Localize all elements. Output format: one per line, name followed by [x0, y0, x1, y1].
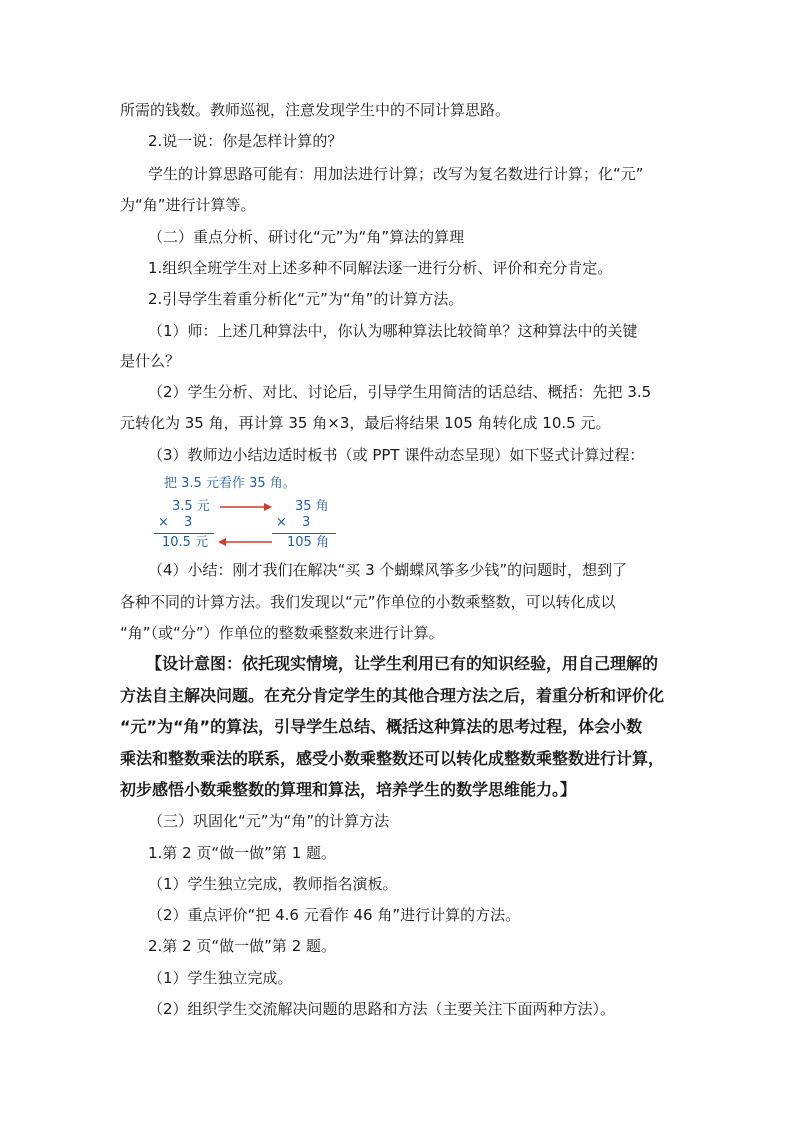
paragraph-line: （3）教师边小结边适时板书（或 PPT 课件动态呈现）如下竖式计算过程： [148, 446, 645, 464]
left-multiplicand: 3.5 元 [172, 499, 210, 514]
figure-caption: 把 3.5 元看作 35 角。 [164, 476, 296, 491]
left-result: 10.5 元 [162, 535, 209, 550]
paragraph-line: 为“角”进行计算等。 [120, 196, 256, 214]
paragraph-line: 所需的钱数。教师巡视，注意发现学生中的不同计算思路。 [120, 101, 511, 119]
paragraph-line: （2）重点评价“把 4.6 元看作 46 角”进行计算的方法。 [148, 906, 521, 924]
vertical-calculation-figure [154, 476, 340, 552]
design-intent-line: 初步感悟小数乘整数的算理和算法，培养学生的数学思维能力。】 [120, 780, 577, 799]
section-heading: （二）重点分析、研讨化“元”为“角”算法的算理 [148, 228, 465, 246]
conversion-arrows [154, 476, 340, 552]
right-times-sign: × [276, 515, 287, 530]
right-result: 105 角 [287, 535, 329, 550]
paragraph-line: （2）组织学生交流解决问题的思路和方法（主要关注下面两种方法）。 [148, 1000, 616, 1018]
design-intent-line: “元”为“角”的算法，引导学生总结、概括这种算法的思考过程，体会小数 [120, 717, 643, 736]
paragraph-line: 2.说一说：你是怎样计算的？ [148, 132, 343, 150]
paragraph-line: 是什么？ [120, 352, 181, 370]
paragraph-line: （1）师：上述几种算法中，你认为哪种算法比较简单？这种算法中的关键 [148, 322, 638, 340]
right-multiplier: 3 [302, 515, 311, 530]
design-intent-line: 方法自主解决问题。在充分肯定学生的其他合理方法之后，着重分析和评价化 [120, 686, 665, 705]
paragraph-line: 元转化为 35 角，再计算 35 角×3，最后将结果 105 角转化成 10.5 元。 [120, 414, 611, 432]
paragraph-line: 各种不同的计算方法。我们发现以“元”作单位的小数乘整数，可以转化成以 [120, 593, 616, 611]
left-multiplier: 3 [184, 515, 193, 530]
paragraph-line: （1）学生独立完成，教师指名演板。 [148, 875, 398, 893]
paragraph-line: “角”（或“分”）作单位的整数乘整数来进行计算。 [120, 624, 444, 642]
paragraph-line: 2.第 2 页“做一做”第 2 题。 [148, 937, 337, 955]
paragraph-line: 2.引导学生着重分析化“元”为“角”的计算方法。 [148, 290, 464, 308]
paragraph-line: 学生的计算思路可能有：用加法进行计算；改写为复名数进行计算；化“元” [148, 165, 644, 183]
design-intent-line: 乘法和整数乘法的联系，感受小数乘整数还可以转化成整数乘整数进行计算， [120, 749, 665, 768]
left-times-sign: × [158, 515, 169, 530]
paragraph-line: （2）学生分析、对比、讨论后，引导学生用简洁的话总结、概括：先把 3.5 [148, 383, 652, 401]
paragraph-line: 1.第 2 页“做一做”第 1 题。 [148, 844, 337, 862]
section-heading: （三）巩固化“元”为“角”的计算方法 [148, 812, 390, 830]
paragraph-line: （1）学生独立完成。 [148, 969, 293, 987]
paragraph-line: （4）小结：刚才我们在解决“买 3 个蝴蝶风筝多少钱”的问题时，想到了 [148, 561, 628, 579]
right-arrow-icon [220, 503, 272, 511]
paragraph-line: 1.组织全班学生对上述多种不同解法逐一进行分析、评价和充分肯定。 [148, 259, 613, 277]
right-multiplicand: 35 角 [295, 499, 329, 514]
left-arrow-icon [218, 538, 272, 546]
design-intent-line: 【设计意图：依托现实情境，让学生利用已有的知识经验，用自己理解的 [146, 654, 659, 673]
